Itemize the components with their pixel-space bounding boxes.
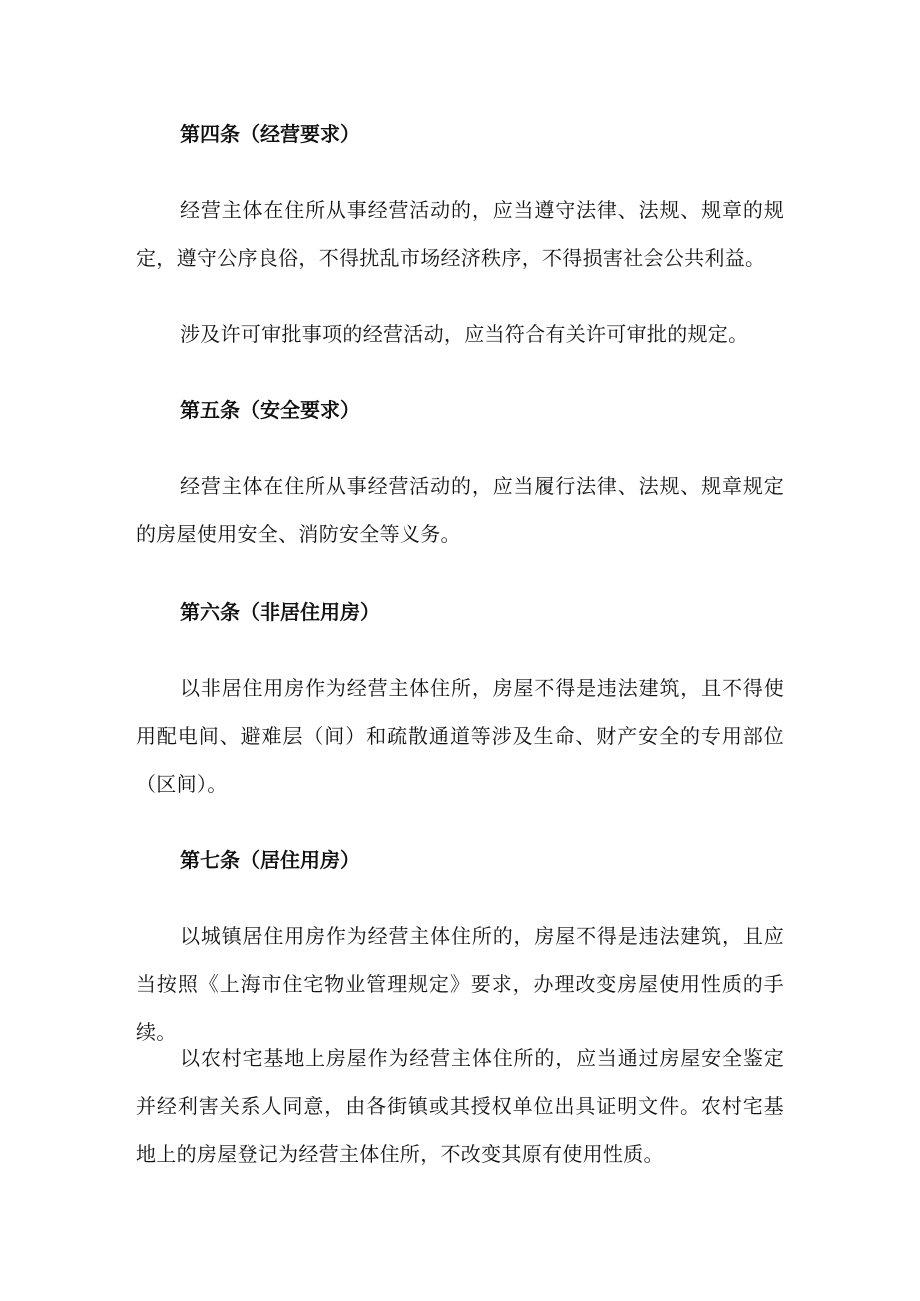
article-4-paragraph-1: 经营主体在住所从事经营活动的，应当遵守法律、法规、规章的规定，遵守公序良俗，不得扰乱市场经济秩序，不得损害社会公共利益。 — [136, 198, 784, 270]
article-heading-4: 第四条（经营要求） — [180, 122, 360, 146]
article-5-paragraph-1: 经营主体在住所从事经营活动的，应当履行法律、法规、规章规定的房屋使用安全、消防安全等义务。 — [136, 474, 784, 546]
article-heading-6: 第六条（非居住用房） — [180, 600, 380, 624]
article-7-paragraph-1: 以城镇居住用房作为经营主体住所的，房屋不得是违法建筑，且应当按照《上海市住宅物业管理规定》要求，办理改变房屋使用性质的手续。 — [136, 924, 784, 1044]
article-heading-7: 第七条（居住用房） — [180, 848, 360, 872]
article-heading-5: 第五条（安全要求） — [180, 398, 360, 422]
article-6-paragraph-1: 以非居住用房作为经营主体住所，房屋不得是违法建筑，且不得使用配电间、避难层（间）和疏散通道等涉及生命、财产安全的专用部位（区间）。 — [136, 676, 784, 796]
article-7-paragraph-2: 以农村宅基地上房屋作为经营主体住所的，应当通过房屋安全鉴定并经利害关系人同意，由各街镇或其授权单位出具证明文件。农村宅基地上的房屋登记为经营主体住所，不改变其原有使用性质。 — [136, 1046, 784, 1166]
article-4-paragraph-2: 涉及许可审批事项的经营活动，应当符合有关许可审批的规定。 — [180, 322, 749, 346]
